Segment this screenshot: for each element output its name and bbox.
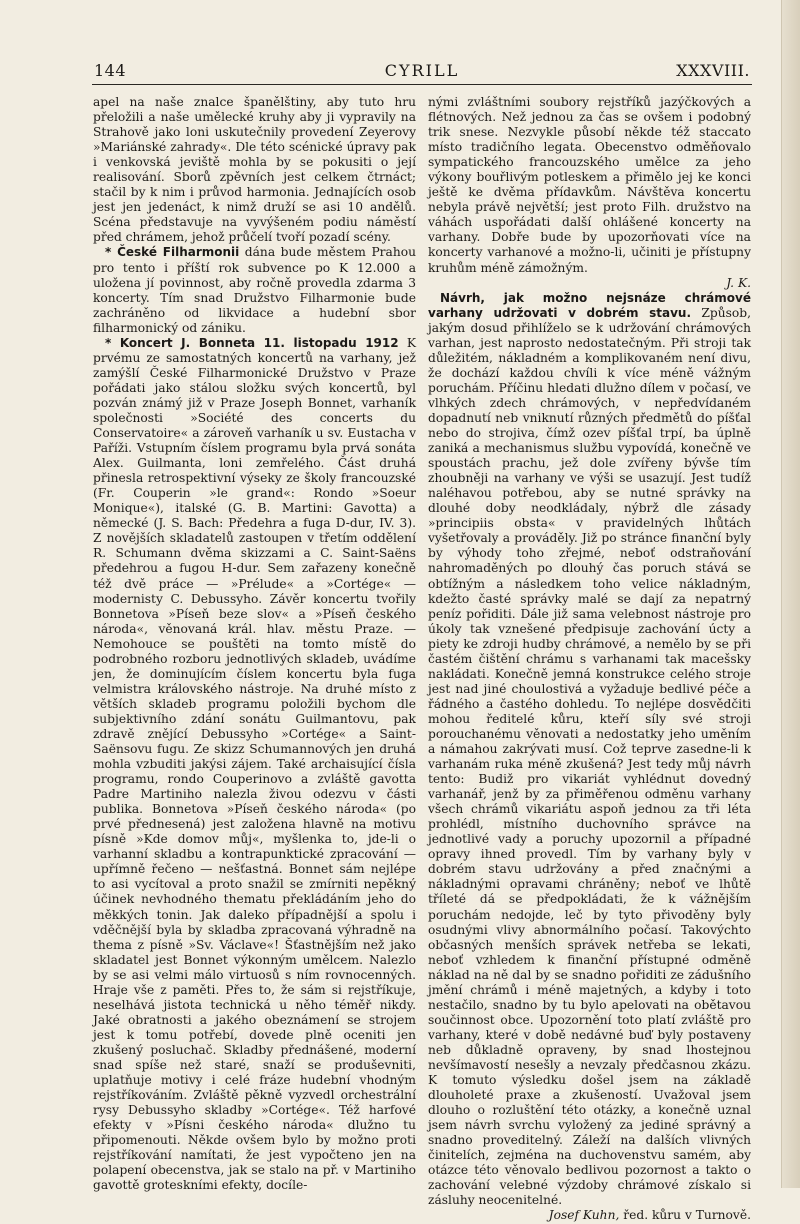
news-item-philharmonic [93,245,416,335]
news-text: K prvému ze samostatných koncertů na varhany, jež zamýšlí České Filharmonické Družstvo v Praze pořádati jako stálou složku svých koncertů, byl pozván známý již v Praze Joseph Bonnet, varhaník společnosti »Société des concerts du Conservatoire« a zároveň varhaník u sv. Eustacha v Paříži. Vstupním číslem programu byla prvá sonáta Alex. Guilmanta, loni zemřelého. Část druhá přinesla retrospektivní výseky ze školy francouzské (Fr. Couperin »le grand«: Rondo »Soeur Monique«), italské (G. B. Martini: Gavotta) a německé (J. S. Bach: Předehra a fuga D-dur, IV. 3). Z novějších skladatelů zastoupen v třetím oddělení R. Schumann dvěma skizzami a C. Saint-Saëns předehrou a fugou H-dur. Sem zařazeny konečně též dvě práce — »Prélude« a »Cortége« — modernisty C. Debussyho. Závěr koncertu tvořily Bonnetova »Píseň beze slov« a »Píseň českého národa«, věnovaná král. hlav. městu Praze. — Nemohouce se pouštěti na tomto místě do podrobného rozboru jednotlivých skladeb, uvádíme jen, že dominujícím číslem koncertu byla fuga velmistra královského nástroje. Na druhé místo z větších skladeb programu položili bychom dle subjektivního zdání sonátu Guilmantovu, pak zdravě znějící Debussyho »Cortége« a Saint-Saënsovu fugu. Ze skizz Schumannových jen druhá mohla vzbuditi jakýsi zájem. Také archaisující čísla programu, rondo Couperinovo a zvláště gavotta Padre Martiniho nalezla živou odezvu v části publika. Bonnetova »Píseň českého národa« (po prvé přednesená) jest založena hlavně na motivu písně »Kde domov můj«, myšlenka to, jde-li o varhanní skladbu a kontrapunktické zpracování — upřímně řečeno — nešťastná. Bonnet sám nejlépe to asi vycítoval a proto snažil se zmírniti nepěkný účinek nevhodného thematu překládáním jeho do měkkých tonin. Jak daleko případnější a spolu i vděčnější byla by skladba zpracovaná výhradně na thema z písně »Sv. Václave«! Šťastnějším než jako skladatel jest Bonnet výkonným umělcem. Nalezlo by se asi velmi málo virtuosů s ním rovnocenných. Hraje vše z paměti. Přes to, že sám si rejstříkuje, neselhává jistota technická u něho téměř nikdy. Jaké obratnosti a jakého obeznámení se strojem jest k tomu potřebí, dovede plně oceniti jen zkušený posluchač. Skladby přednášené, moderní snad spíše než staré, snaží se produševniti, uplatňuje motivy i celé fráze hudební vhodným rejstříkováním. Zvláště pěkně vyzvedl orchestrální rysy Debussyho skladby »Cortége«. Též harfové efekty v »Písni českého národa« dlužno tu připomenouti. Někde ovšem bylo by možno proti rejstříkování namítati, že jest vypočteno jen na polapení obecenstva, jak se stalo na př. v Martiniho gavottě groteskními efekty, docíle- [93,335,417,1193]
signature-role: řed. kůru v Turnově. [619,1208,751,1223]
volume-number: XXXVIII. [676,61,750,80]
page-header [92,54,752,85]
concert-review-continuation: nými zvláštními soubory rejstříků jazýčkových a flétnových. Než jednou za čas se ovšem i podobný trik snese. Nezvykle působí někde též staccato místo tradičního legata. Obecenstvo odměňovalo sympatického francouzského umělce za jeho výkony bouřlivým potleskem a přimělo jej ke konci ještě ke dvěma přídavkům. Návštěva koncertu nebyla právě největší; jest proto Filh. družstvo na váhách uspořádati další ohlášené koncerty na varhany. Dobře bude by upozorňovati více na koncerty varhanové a možno-li, učiniti je přístupny kruhům méně zámožným. [428,95,751,275]
article-text: Způsob, jakým dosud přihlíželo se k udržování chrámových varhan, jest naprosto nedostatečným. Při stroji tak důležitém, nákladném a komplikovaném není divu, že dochází každou chvíli k více méně vážným poruchám. Příčinu hledati dlužno dílem v počasí, ve vlhkých zdech chrámových, v nepředvídaném dopadnutí neb vniknutí různých předmětů do píšťal nebo do strojiva, čímž ozev píšťal trpí, ba úplně zaniká a mechanismus službu vypovídá, konečně ve spoustách prachu, jež dole zvířeny bývše tím zhoubněji na varhany ve výši se usazují. Jest tudíž naléhavou potřebou, aby se nutné správky na dlouhé doby neodkládaly, nýbrž dle zásady »principiis obsta« v pravidelných lhůtách vyšetřovaly a prováděly. Již po stránce finanční byly by výhody toho zřejmé, neboť odstraňování nahromaděných po dlouhý čas poruch stává se obtížným a následkem toho velice nákladným, kdežto časté správky malé se dají za nepatrný peníz pořiditi. Dále již sama velebnost nástroje pro úkoly tak vznešené předpisuje zachování úcty a piety ke zdroji hudby chrámové, a nemělo by se při častém čištění chrámu s varhanami tak macešsky nakládati. Konečně jemná konstrukce celého stroje jest nad jiné choulostivá a vyžaduje bedlivé péče a řádného a častého dohledu. To nejlépe dosvědčiti mohou ředitelé kůru, kteří síly své stroji porouchanému věnovati a nedostatky jeho uměním a námahou zakrývati musí. Což teprve zasedne-li k varhanám ruka méně zkušená? Jest tedy můj návrh tento: Budiž pro vikariát vyhlédnut dovedný varhanář, jenž by za přiměřenou odměnu varhany všech chrámů vikariátu aspoň jednou za tři léta prohlédl, místního duchovního správce na jednotlivé vady a poruchy upozornil a případné opravy ihned provedl. Tím by varhany byly v dobrém stavu udržovány a před značnými a nákladnými opravami chráněny; neboť ve lhůtě tříleté dá se předpokládati, že k vážnějším poruchám nedojde, leč by tyto přivoděny byly osudnými vlivy abnormálního počasí. Takovýchto občasných menších správek netřeba se lekati, neboť vzhledem k finanční přístupné odměně náklad na ně dal by se snadno pořiditi ze zádušního jmění chrámů i méně majetných, a kdyby i toto nestačilo, snadno by tu bylo apelovati na obětavou součinnost obce. Upozornění toto platí zvláště pro varhany, které v době nedávné buď byly postaveny neb důkladně opraveny, by snad lhostejnou nevšímavostí nesešly a nevzaly předčasnou zkázu. K tomuto výsledku došel jsem na základě dlouholeté praxe a zkušeností. Uvažoval jsem dlouho o rozluštění této otázky, a konečně uznal jsem návrh svrchu vyložený za jediné správný a snadno proveditelný. Záleží na dalších vlivných činitelích, zejména na duchovenstvu samém, aby otázce této věnovalo bedlivou pozornost a takto o zachování velebné výzdoby chrámové získalo si zásluhy neocenitelné. [428,305,751,1208]
article-heading: Návrh, jak možno nejsnáze chrámové varhany udržovati v dobrém stavu. [428,290,751,320]
journal-title: CYRILL [384,61,460,80]
page-edge [781,0,800,1188]
author-signature: J. K. [726,275,751,290]
news-heading: * České Filharmonii [105,245,240,260]
news-heading: * Koncert J. Bonneta 11. listopadu 1912 [105,335,399,350]
news-text: dána bude městem Prahou pro tento i příští rok subvence po K 12.000 a uložena jí povinnost, aby ročně provedla zdarma 3 koncerty. Tím snad Družstvo Filharmonie bude zachráněno od likvidace a hudební sbor filharmonický od zániku. [93,245,416,335]
page-number: 144 [94,61,127,80]
right-column [428,95,751,1224]
article-organ-maintenance [428,291,751,1209]
signature-name: Josef Kuhn, [548,1208,620,1223]
news-item-bonnet-concert [93,336,416,1194]
article-signature [428,1208,751,1223]
article-continuation: apel na naše znalce španělštiny, aby tuto hru přeložili a naše umělecké kruhy aby ji vypravily na Strahově jako loni uskutečnily provedení Zeyerovy »Mariánské zahrady«. Dle této scénické úpravy pak i venkovská jeviště mohla by se pokusiti o její realisování. Sborů zpěvních jest celkem čtrnáct; stačil by k nim i průvod harmonia. Jednajících osob jest jen jedenáct, k nimž druží se asi 10 andělů. Scéna představuje na vyvýšeném podiu náměstí před chrámem, jehož průčelí tvoří pozadí scény. [93,95,416,245]
left-column [93,95,416,1193]
